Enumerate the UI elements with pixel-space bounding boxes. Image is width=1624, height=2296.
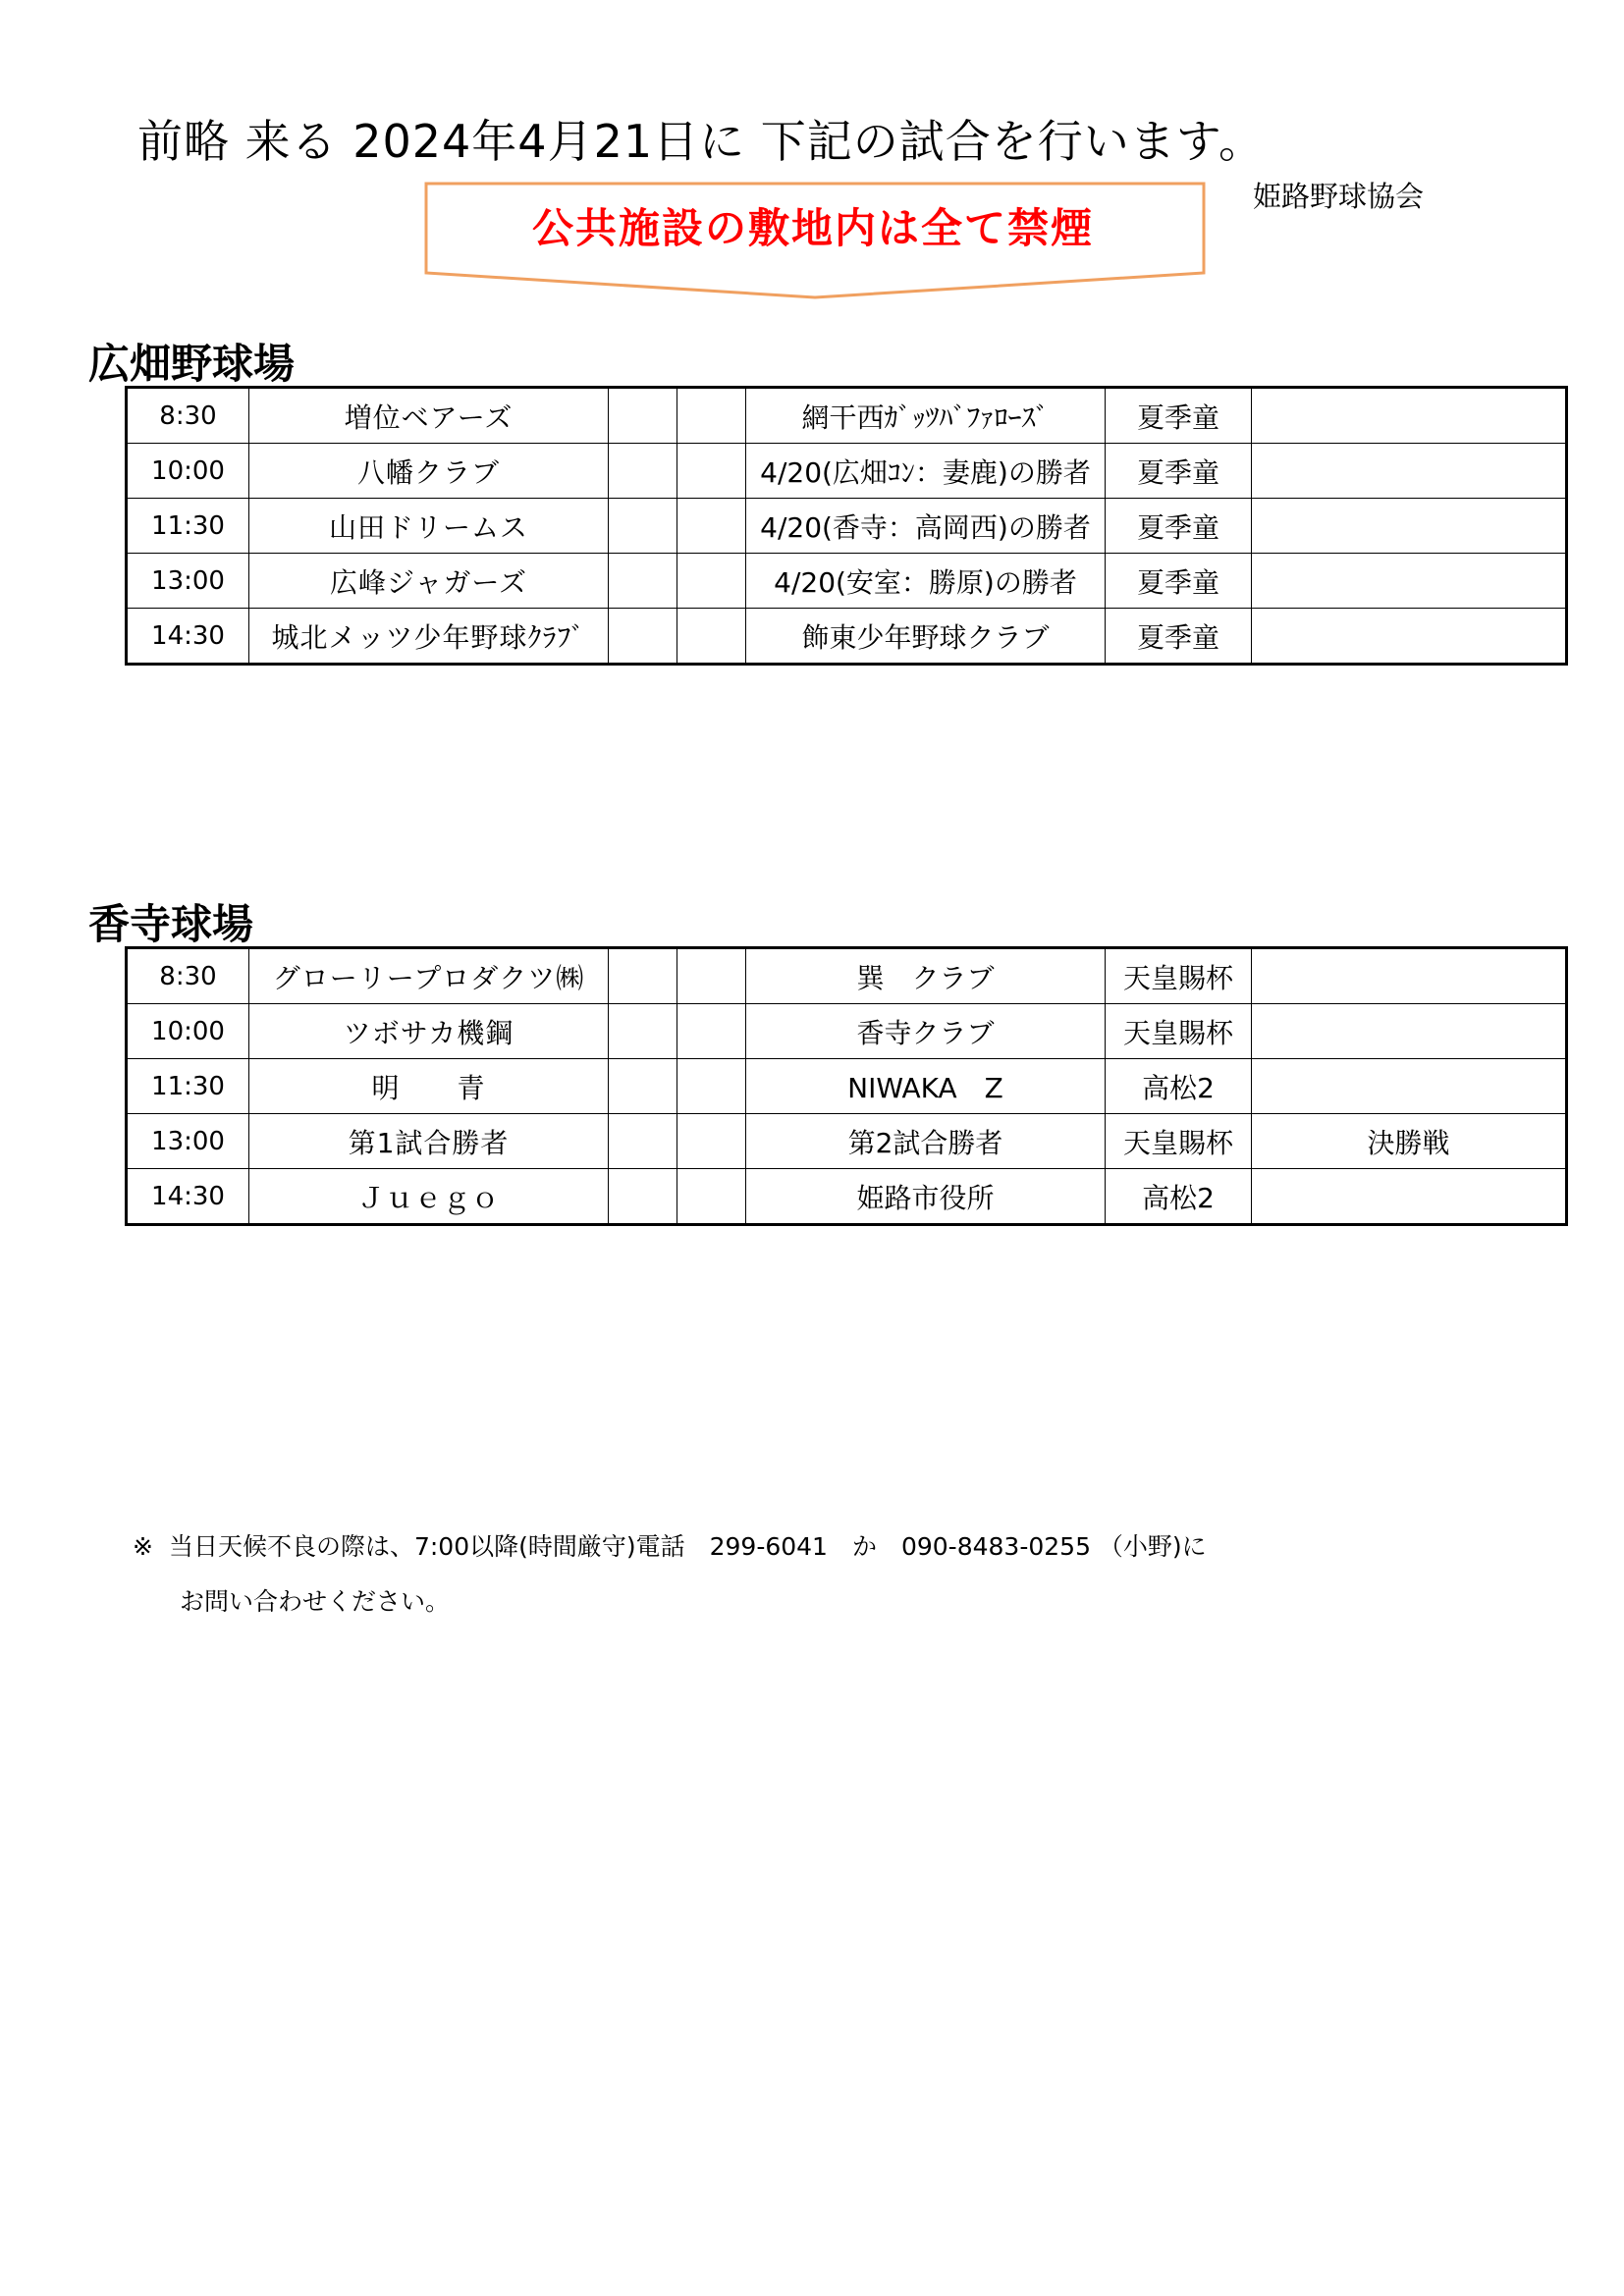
team-b-cell: 4/20(香寺：高岡西)の勝者 [746,499,1106,554]
game-time-cell: 10:00 [127,444,249,499]
game-row [127,444,1567,499]
game-time-cell: 11:30 [127,499,249,554]
headline: 前略 来る 2024年4月21日に 下記の試合を行います。 [137,115,1266,168]
team-a-cell: 広峰ジャガーズ [249,554,609,609]
bad-weather-note [133,1520,1207,1629]
team-b-cell: 巽 クラブ [746,948,1106,1004]
score-b-cell [677,609,746,665]
score-a-cell [609,388,677,444]
score-a-cell [609,554,677,609]
remark-cell [1252,499,1567,554]
score-a-cell [609,499,677,554]
game-row [127,1169,1567,1225]
tournament-cell: 天皇賜杯 [1106,948,1252,1004]
score-b-cell [677,1004,746,1059]
score-b-cell [677,499,746,554]
games-table-kodera [125,946,1568,1226]
game-time-cell: 13:00 [127,1114,249,1169]
remark-cell [1252,1169,1567,1225]
tournament-cell: 夏季童 [1106,554,1252,609]
score-a-cell [609,609,677,665]
note-line-2: お問い合わせください。 [180,1587,451,1616]
score-b-cell [677,444,746,499]
team-b-cell: 第2試合勝者 [746,1114,1106,1169]
team-a-cell: 明 青 [249,1059,609,1114]
team-a-cell: 八幡クラブ [249,444,609,499]
remark-cell [1252,554,1567,609]
score-b-cell [677,1059,746,1114]
remark-cell: 決勝戦 [1252,1114,1567,1169]
game-row [127,554,1567,609]
tournament-cell: 高松2 [1106,1059,1252,1114]
game-row [127,388,1567,444]
team-b-cell: NIWAKA Z [746,1059,1106,1114]
game-time-cell: 8:30 [127,948,249,1004]
remark-cell [1252,444,1567,499]
team-b-cell: 飾東少年野球クラブ [746,609,1106,665]
score-b-cell [677,1169,746,1225]
team-a-cell: ツボサカ機鋼 [249,1004,609,1059]
game-time-cell: 11:30 [127,1059,249,1114]
team-a-cell: 第1試合勝者 [249,1114,609,1169]
team-a-cell: グローリープロダクツ㈱ [249,948,609,1004]
tournament-cell: 天皇賜杯 [1106,1004,1252,1059]
association-name: 姫路野球協会 [1253,180,1425,213]
score-b-cell [677,554,746,609]
note-line-1: 当日天候不良の際は、7:00以降(時間厳守)電話 299-6041 か 090-8483-0255 （小野)に [168,1532,1207,1561]
team-a-cell: 城北メッツ少年野球ｸﾗﾌﾞ [249,609,609,665]
score-b-cell [677,1114,746,1169]
game-time-cell: 14:30 [127,609,249,665]
tournament-cell: 天皇賜杯 [1106,1114,1252,1169]
game-time-cell: 8:30 [127,388,249,444]
team-b-cell: 網干西ｶﾞｯﾂﾊﾞﾌｧﾛｰｽﾞ [746,388,1106,444]
remark-cell [1252,388,1567,444]
note-mark: ※ [133,1532,153,1561]
game-row [127,1004,1567,1059]
team-b-cell: 4/20(安室：勝原)の勝者 [746,554,1106,609]
score-a-cell [609,1169,677,1225]
team-b-cell: 4/20(広畑ｺﾝ：妻鹿)の勝者 [746,444,1106,499]
score-a-cell [609,1004,677,1059]
tournament-cell: 夏季童 [1106,388,1252,444]
score-b-cell [677,388,746,444]
score-a-cell [609,1059,677,1114]
venue-title-hirohata: 広畑野球場 [88,340,296,388]
team-a-cell: Ｊｕｅｇｏ [249,1169,609,1225]
game-row [127,1059,1567,1114]
tournament-cell: 夏季童 [1106,444,1252,499]
team-b-cell: 香寺クラブ [746,1004,1106,1059]
games-table-hirohata [125,386,1568,666]
venue-title-kodera: 香寺球場 [88,900,254,948]
game-time-cell: 13:00 [127,554,249,609]
no-smoking-notice: 公共施設の敷地内は全て禁煙 [531,204,1094,252]
remark-cell [1252,1059,1567,1114]
score-b-cell [677,948,746,1004]
game-row [127,499,1567,554]
remark-cell [1252,1004,1567,1059]
score-a-cell [609,1114,677,1169]
game-row [127,609,1567,665]
score-a-cell [609,948,677,1004]
tournament-cell: 高松2 [1106,1169,1252,1225]
game-time-cell: 10:00 [127,1004,249,1059]
game-row [127,1114,1567,1169]
team-b-cell: 姫路市役所 [746,1169,1106,1225]
remark-cell [1252,948,1567,1004]
team-a-cell: 山田ドリームス [249,499,609,554]
game-time-cell: 14:30 [127,1169,249,1225]
game-row [127,948,1567,1004]
score-a-cell [609,444,677,499]
team-a-cell: 増位ベアーズ [249,388,609,444]
tournament-cell: 夏季童 [1106,609,1252,665]
tournament-cell: 夏季童 [1106,499,1252,554]
remark-cell [1252,609,1567,665]
